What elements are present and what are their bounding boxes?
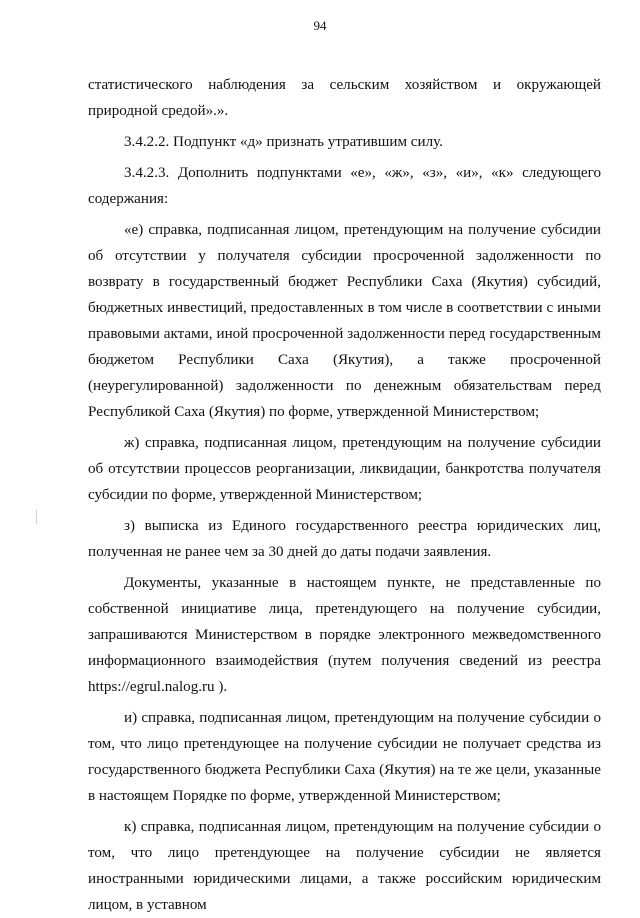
subitem-z: з) выписка из Единого государственного реестра юридических лиц, полученная не ранее чем за 30 дней до даты подачи заявления. [88,518,601,560]
scan-artifact [36,510,37,524]
subitem-k: к) справка, подписанная лицом, претендующим на получение субсидии о том, что лицо претендующее на получение субсидии не является иностранными юридическими лицами, а также российским юридическим лицом, в уставном [88,819,601,913]
paragraph-documents: Документы, указанные в настоящем пункте, не представленные по собственной инициативе лица, претендующего на получение субсидии, запрашиваются Министерством в порядке электронного межведомственного информационного взаимодействия (путем получения сведений из реестра https://egrul.nalog.ru ). [88,575,601,695]
subitem-i: и) справка, подписанная лицом, претендующим на получение субсидии о том, что лицо претендующее на получение субсидии не получает средства из государственного бюджета Республики Саха (Якутия) на те же цели, указанные в настоящем Порядке по форме, утвержденной Министерством; [88,710,601,804]
document-body [88,72,601,918]
paragraph-continuation: статистического наблюдения за сельским хозяйством и окружающей природной средой».». [88,77,601,119]
paragraph-3-4-2-3: 3.4.2.3. Дополнить подпунктами «е», «ж», «з», «и», «к» следующего содержания: [88,165,601,207]
paragraph-3-4-2-2: 3.4.2.2. Подпункт «д» признать утратившим силу. [124,134,443,150]
page-number: 94 [313,18,327,33]
subitem-zh: ж) справка, подписанная лицом, претендующим на получение субсидии об отсутствии процессов реорганизации, ликвидации, банкротства получателя субсидии по форме, утвержденной Министерством; [88,435,601,503]
subitem-e: «е) справка, подписанная лицом, претендующим на получение субсидии об отсутствии у получателя субсидии просроченной задолженности по возврату в государственный бюджет Республики Саха (Якутия) субсидий, бюджетных инвестиций, предоставленных в том числе в соответствии с иными правовыми актами, иной просроченной задолженности перед государственным бюджетом Республики Саха (Якутия), а также просроченной (неурегулированной) задолженности по денежным обязательствам перед Республикой Саха (Якутия) по форме, утвержденной Министерством; [88,222,601,420]
